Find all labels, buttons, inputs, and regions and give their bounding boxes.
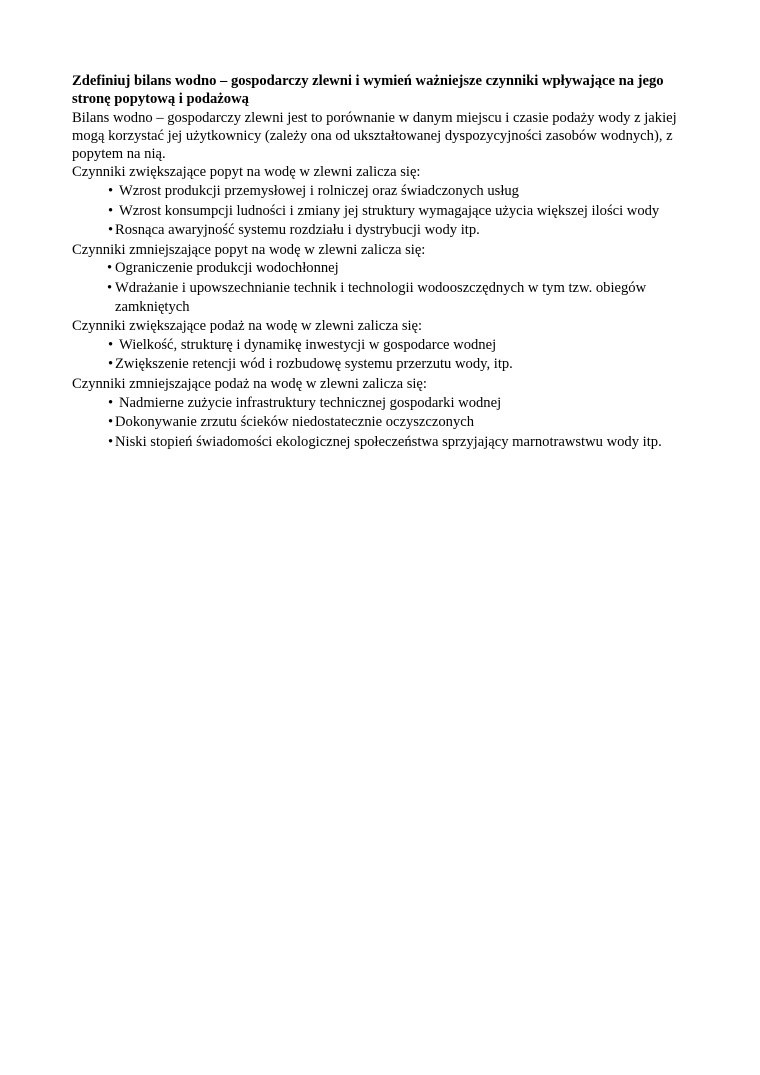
factor-list-demand-decrease: [72, 259, 692, 315]
list-item-text: Wdrażanie i upowszechnianie technik i technologii wodooszczędnych w tym tzw. obiegów zamkniętych: [115, 280, 647, 315]
list-item: [72, 259, 692, 277]
document-page: [72, 72, 692, 453]
list-item: [72, 202, 692, 220]
factor-list-demand-increase: [72, 182, 692, 240]
section-heading-supply-decrease: Czynniki zmniejszające podaż na wodę w zlewni zalicza się:: [72, 376, 427, 393]
bullet-icon: •: [108, 336, 114, 353]
list-item: [72, 279, 692, 316]
bullet-icon: •: [108, 394, 114, 411]
factor-list-supply-decrease: [72, 394, 692, 452]
bullet-icon: •: [107, 260, 113, 277]
list-item: [72, 355, 692, 373]
list-item-text: Rosnąca awaryjność systemu rozdziału i dystrybucji wody itp.: [115, 222, 480, 239]
section-heading-demand-increase: Czynniki zwiększające popyt na wodę w zlewni zalicza się:: [72, 164, 421, 181]
bullet-icon: •: [108, 222, 114, 239]
list-item: [72, 433, 692, 451]
list-item-text: Niski stopień świadomości ekologicznej społeczeństwa sprzyjający marnotrawstwu wody itp.: [115, 434, 662, 451]
factor-list-supply-increase: [72, 336, 692, 374]
bullet-icon: •: [107, 280, 113, 297]
list-item: [72, 413, 692, 431]
list-item-text: Wielkość, strukturę i dynamikę inwestycji w gospodarce wodnej: [119, 336, 497, 353]
list-item: [72, 182, 692, 200]
list-item: [72, 394, 692, 412]
bullet-icon: •: [108, 414, 114, 431]
definition-paragraph: Bilans wodno – gospodarczy zlewni jest to porównanie w danym miejscu i czasie podaży wody z jakiej mogą korzystać jej użytkownicy (zależy ona od ukształtowanej dyspozycyjności zasobów wodnych), z popytem na nią.: [72, 109, 677, 163]
list-item: [72, 336, 692, 354]
list-item-text: Wzrost konsumpcji ludności i zmiany jej struktury wymagające użycia większej ilości wody: [119, 202, 660, 219]
bullet-icon: •: [108, 182, 114, 199]
list-item-text: Zwiększenie retencji wód i rozbudowę systemu przerzutu wody, itp.: [115, 356, 513, 373]
list-item-text: Dokonywanie zrzutu ścieków niedostatecznie oczyszczonych: [115, 414, 475, 431]
list-item-text: Nadmierne zużycie infrastruktury technicznej gospodarki wodnej: [119, 394, 502, 411]
bullet-icon: •: [108, 434, 114, 451]
list-item-text: Ograniczenie produkcji wodochłonnej: [115, 260, 339, 277]
section-heading-supply-increase: Czynniki zwiększające podaż na wodę w zlewni zalicza się:: [72, 318, 423, 335]
bullet-icon: •: [108, 356, 114, 373]
section-heading-demand-decrease: Czynniki zmniejszające popyt na wodę w zlewni zalicza się:: [72, 242, 426, 259]
bullet-icon: •: [108, 202, 114, 219]
document-title: Zdefiniuj bilans wodno – gospodarczy zlewni i wymień ważniejsze czynniki wpływające na jego stronę popytową i podażową: [72, 73, 664, 108]
list-item-text: Wzrost produkcji przemysłowej i rolniczej oraz świadczonych usług: [119, 182, 519, 199]
list-item: [72, 221, 692, 239]
